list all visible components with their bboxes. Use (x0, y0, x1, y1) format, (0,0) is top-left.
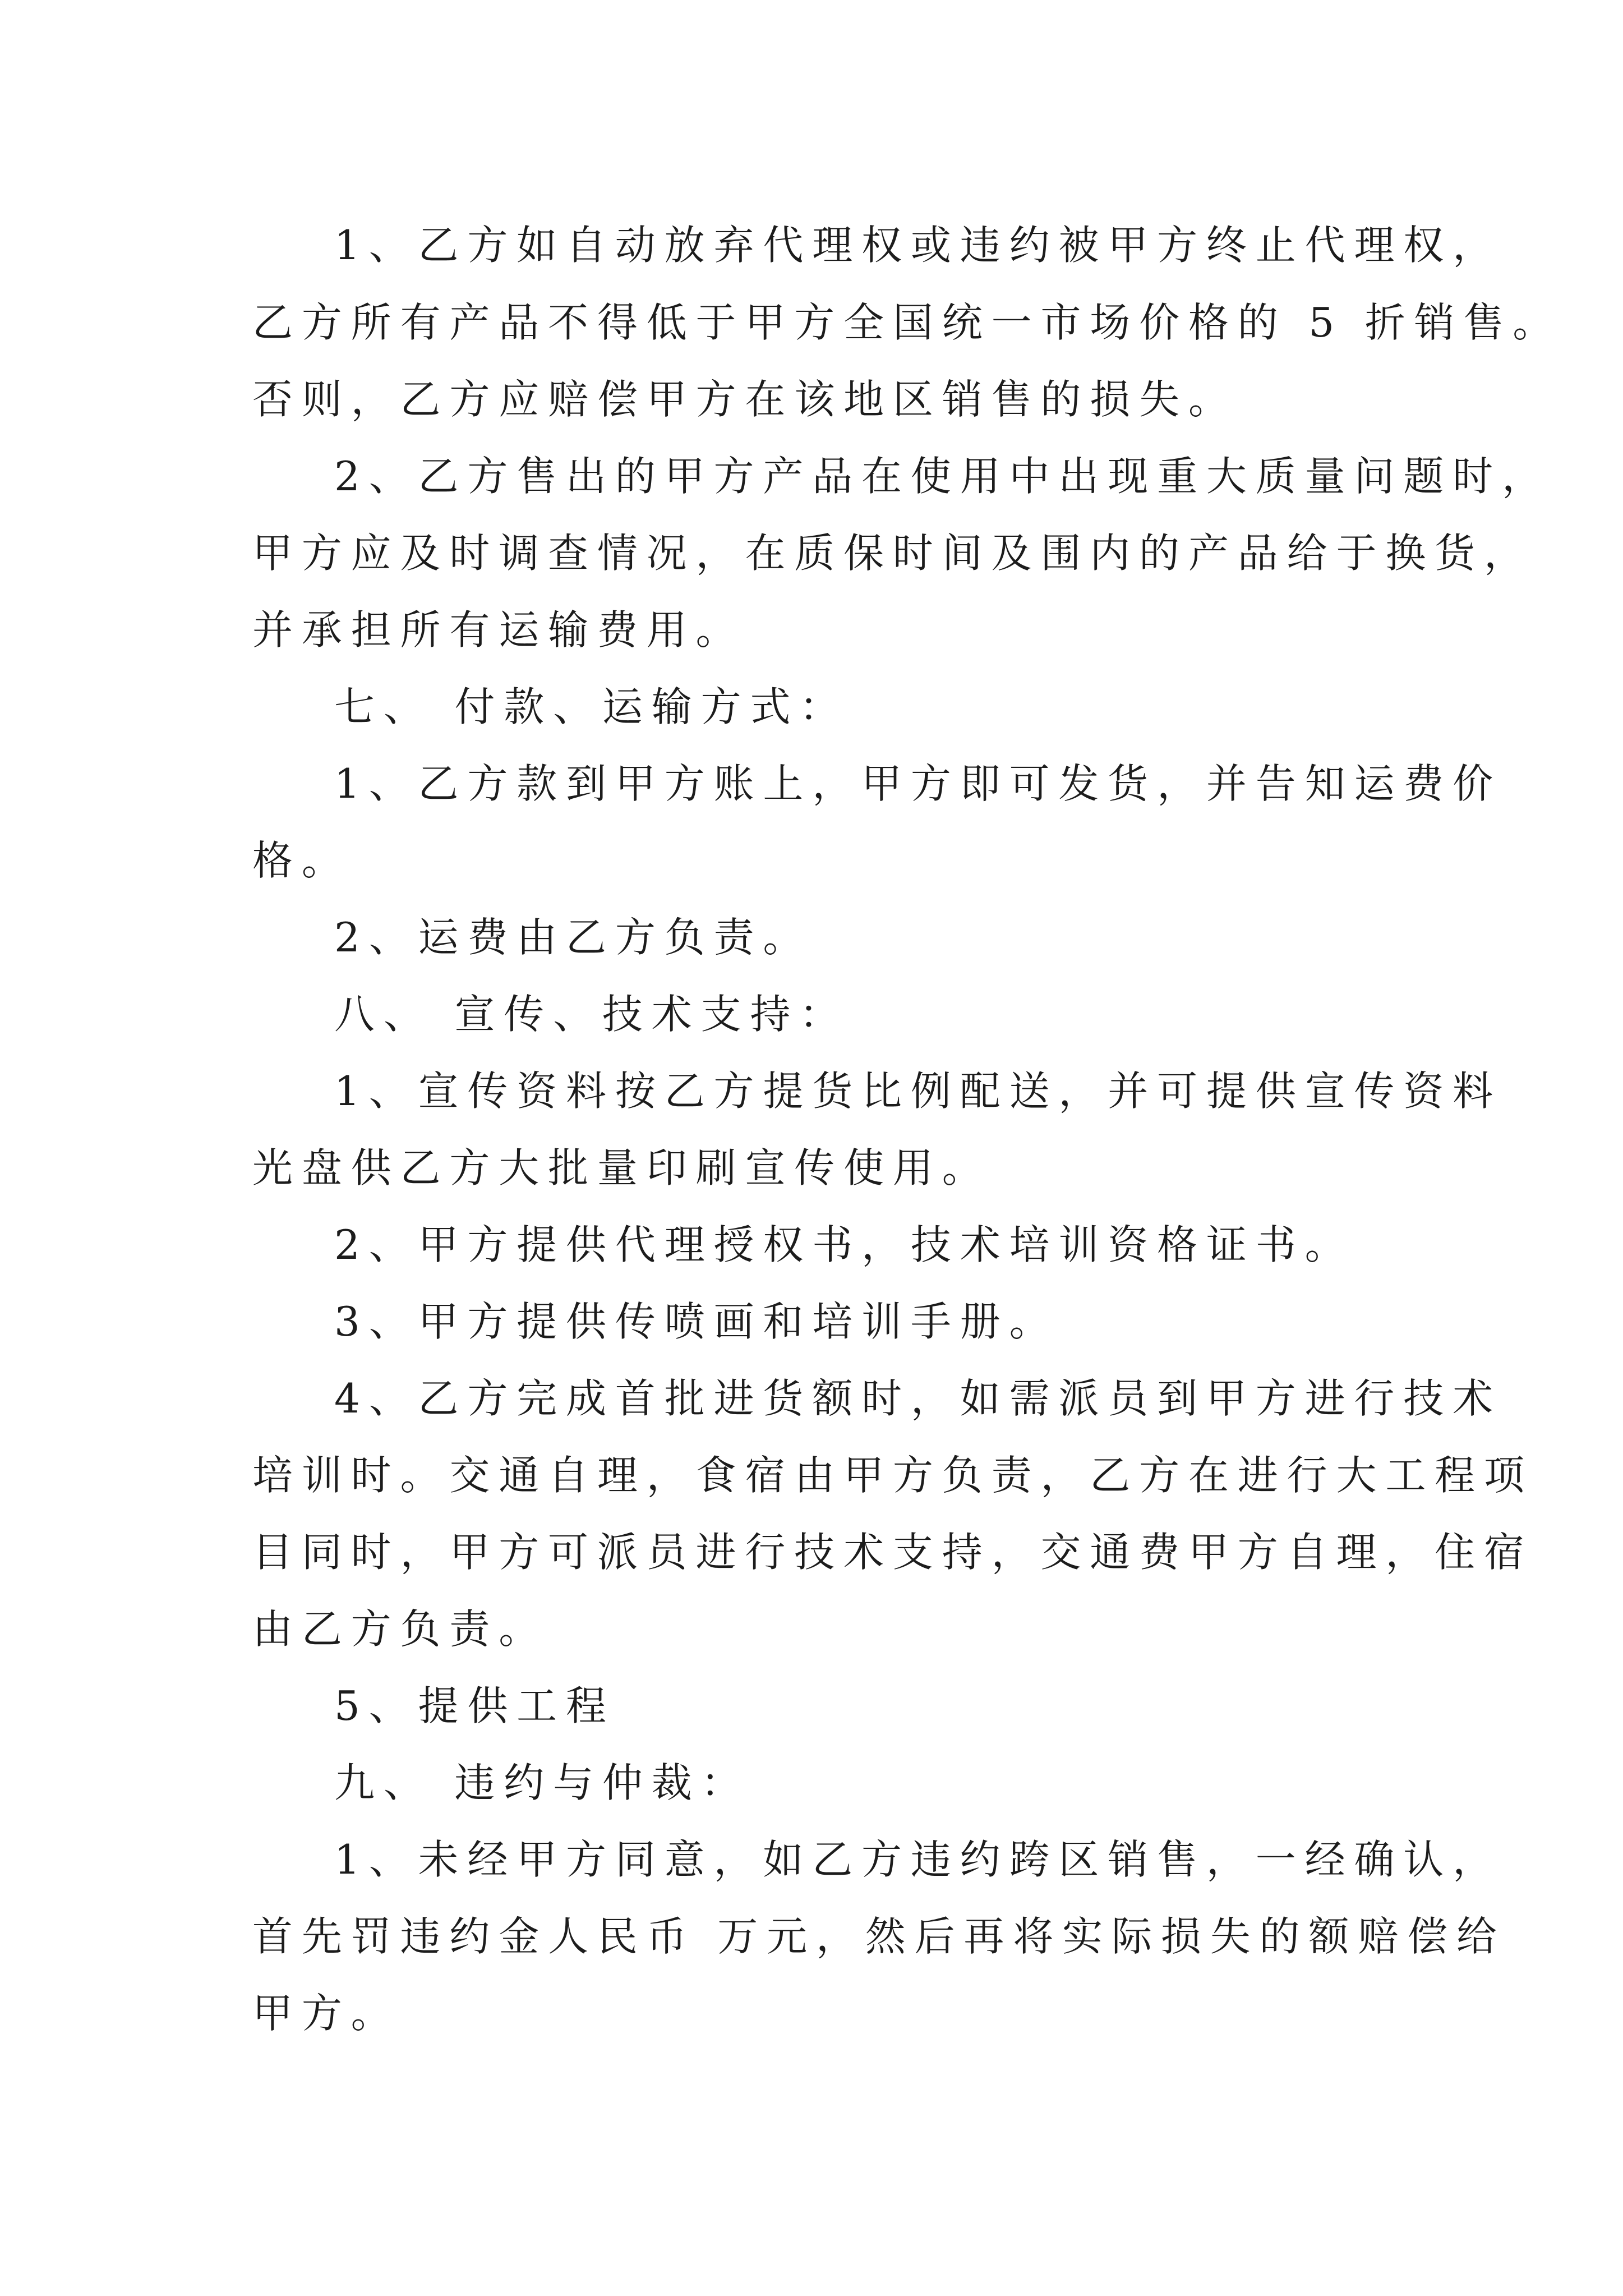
paragraph-line: 2、乙方售出的甲方产品在使用中出现重大质量问题时， (334, 453, 1551, 500)
paragraph-line: 2、运费由乙方负责。 (334, 914, 813, 961)
paragraph-line: 否则，乙方应赔偿甲方在该地区销售的损失。 (252, 376, 1238, 423)
section-heading: 八、 宣传、技术支持： (334, 991, 849, 1038)
paragraph-line: 并承担所有运输费用。 (252, 606, 745, 654)
paragraph-line: 首先罚违约金人民币 万元，然后再将实际损失的额赔偿给 (252, 1913, 1506, 1960)
paragraph-line: 1、乙方如自动放弃代理权或违约被甲方终止代理权， (334, 222, 1502, 269)
paragraph-line: 1、宣传资料按乙方提货比例配送，并可提供宣传资料 (334, 1068, 1502, 1115)
paragraph-line: 格。 (252, 837, 351, 884)
paragraph-line: 由乙方负责。 (252, 1605, 548, 1653)
paragraph-line: 1、乙方款到甲方账上，甲方即可发货，并告知运费价 (334, 760, 1502, 807)
paragraph-line: 目同时，甲方可派员进行技术支持，交通费甲方自理，住宿 (252, 1529, 1533, 1576)
paragraph-line: 甲方应及时调查情况，在质保时间及围内的产品给于换货， (252, 530, 1533, 577)
paragraph-line: 甲方。 (252, 1990, 400, 2037)
section-heading: 七、 付款、运输方式： (334, 683, 849, 730)
paragraph-line: 光盘供乙方大批量印刷宣传使用。 (252, 1144, 992, 1191)
paragraph-line: 3、甲方提供传喷画和培训手册。 (334, 1298, 1059, 1345)
paragraph-line: 1、未经甲方同意，如乙方违约跨区销售，一经确认， (334, 1836, 1502, 1883)
paragraph-line: 5、提供工程 (334, 1682, 615, 1729)
paragraph-line: 培训时。交通自理，食宿由甲方负责，乙方在进行大工程项 (252, 1452, 1533, 1499)
paragraph-line: 4、乙方完成首批进货额时，如需派员到甲方进行技术 (334, 1375, 1502, 1422)
section-heading: 九、 违约与仲裁： (334, 1759, 750, 1806)
paragraph-line: 乙方所有产品不得低于甲方全国统一市场价格的 5 折销售。 (252, 299, 1562, 346)
paragraph-line: 2、甲方提供代理授权书，技术培训资格证书。 (334, 1221, 1354, 1268)
